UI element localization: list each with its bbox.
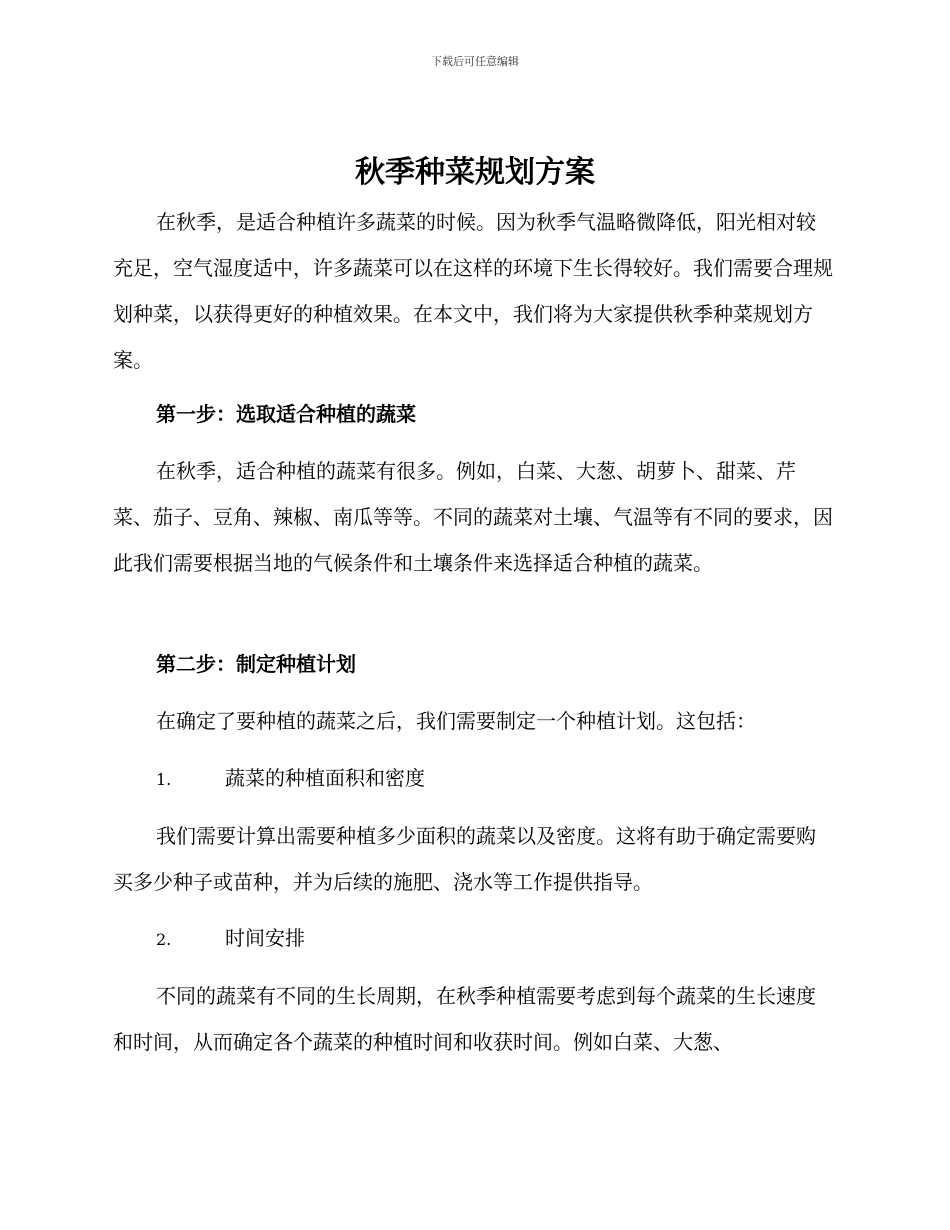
list-item-1-label: 蔬菜的种植面积和密度 <box>225 766 425 790</box>
list-item-2-label: 时间安排 <box>225 926 305 950</box>
intro-paragraph: 在秋季，是适合种植许多蔬菜的时候。因为秋季气温略微降低，阳光相对较充足，空气湿度适中，许多蔬菜可以在这样的环境下生长得较好。我们需要合理规划种菜，以获得更好的种植效果。在本文中，我们将为大家提供秋季种菜规划方案。 <box>113 210 833 372</box>
step1-heading: 第一步：选取适合种植的蔬菜 <box>156 402 416 426</box>
list-item-2 <box>156 915 836 963</box>
list-item-1-number: 1. <box>156 770 172 789</box>
step1-paragraph: 在秋季，适合种植的蔬菜有很多。例如，白菜、大葱、胡萝卜、甜菜、芹菜、茄子、豆角、辣椒、南瓜等等。不同的蔬菜对土壤、气温等有不同的要求，因此我们需要根据当地的气候条件和土壤条件来选择适合种植的蔬菜。 <box>113 459 833 575</box>
list-item-1-paragraph: 我们需要计算出需要种植多少面积的蔬菜以及密度。这将有助于确定需要购买多少种子或苗种，并为后续的施肥、浇水等工作提供指导。 <box>113 824 816 894</box>
page-title: 秋季种菜规划方案 <box>355 155 595 190</box>
page-header-note: 下载后可任意编辑 <box>431 55 519 68</box>
step2-lead: 在确定了要种植的蔬菜之后，我们需要制定一个种植计划。这包括： <box>156 709 756 733</box>
list-item-1 <box>156 755 836 803</box>
step2-heading: 第二步：制定种植计划 <box>156 652 356 676</box>
list-item-2-number: 2. <box>156 930 172 949</box>
list-item-2-paragraph: 不同的蔬菜有不同的生长周期，在秋季种植需要考虑到每个蔬菜的生长速度和时间，从而确定各个蔬菜的种植时间和收获时间。例如白菜、大葱、 <box>113 984 816 1054</box>
